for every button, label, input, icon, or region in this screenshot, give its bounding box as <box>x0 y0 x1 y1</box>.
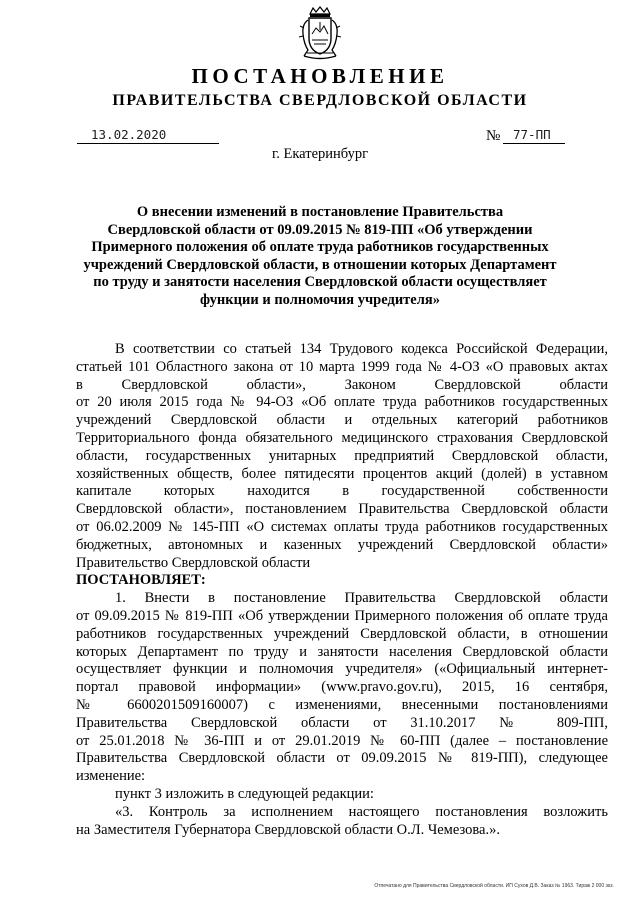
body-line: бюджетных, автономных и казенных учреждений Свердловской области» <box>76 536 608 553</box>
body-line: которых Департамент по труду и занятости населения Свердловской области <box>76 643 608 660</box>
body-line: портал правовой информации» (www.pravo.gov.ru), 2015, 16 сентября, <box>76 679 608 696</box>
body-line: статьей 101 Областного закона от 10 марта 1999 года № 4-ОЗ «О правовых актах <box>76 358 608 375</box>
body-line: пункт 3 изложить в следующей редакции: <box>115 785 374 802</box>
body-line: Правительство Свердловской области <box>76 554 311 571</box>
document-heading <box>60 204 580 310</box>
body-line: 1. Внести в постановление Правительства Свердловской области <box>115 590 608 607</box>
body-line: осуществляет функции и полномочия учредителя» («Официальный интернет- <box>76 661 608 678</box>
heading-line: учреждений Свердловской области, в отношении которых Департамент <box>83 256 557 273</box>
resolution-keyword: ПОСТАНОВЛЯЕТ: <box>76 572 206 589</box>
document-subtitle: ПРАВИТЕЛЬСТВА СВЕРДЛОВСКОЙ ОБЛАСТИ <box>112 92 528 109</box>
body-line: Правительства Свердловской области от 31.10.2017 № 809-ПП, <box>76 714 608 731</box>
body-line: хозяйственных обществ, более пятидесяти процентов акций (долей) в уставном <box>76 465 608 482</box>
heading-line: О внесении изменений в постановление Правительства <box>136 204 504 220</box>
body-line: от 06.02.2009 № 145-ПП «О системах оплаты труда работников государственных <box>76 518 608 535</box>
document-title: ПОСТАНОВЛЕНИЕ <box>191 64 449 88</box>
number-label: № <box>486 128 501 144</box>
number-field <box>503 127 565 144</box>
document-date: 13.02.2020 <box>91 127 167 142</box>
body-line: работников государственных учреждений Свердловской области, в отношении <box>76 625 608 642</box>
body-line: области, государственных унитарных предприятий Свердловской области, <box>76 447 608 464</box>
heading-line: функции и полномочия учредителя» <box>200 291 440 308</box>
body-line: № 6600201509160007) с изменениями, внесенными постановлениями <box>76 696 608 713</box>
body-line: Свердловской области», постановлением Правительства Свердловской области <box>76 501 608 518</box>
document-number: 77-ПП <box>513 127 551 142</box>
body-line: Территориального фонда обязательного медицинского страхования Свердловской <box>76 429 608 446</box>
coat-of-arms-emblem <box>298 6 342 60</box>
body-line: «3. Контроль за исполнением настоящего постановления возложить <box>115 803 608 820</box>
body-line: капитале которых находится в государственной собственности <box>76 483 608 500</box>
body-line: В соответствии со статьей 134 Трудового кодекса Российской Федерации, <box>115 341 608 357</box>
body-line: Правительства Свердловской области от 09.09.2015 № 819-ПП), следующее <box>76 750 608 767</box>
city-label: г. Екатеринбург <box>271 146 369 162</box>
body-line: от 09.09.2015 № 819-ПП «Об утверждении Примерного положения об оплате труда <box>76 607 608 624</box>
print-footer: Отпечатано для Правительства Свердловской области. ИП Сухов Д.В. Заказ № 1963. Тираж 2 000 экз. <box>374 883 614 889</box>
body-line: от 20 июля 2015 года № 94-ОЗ «Об оплате труда работников государственных <box>76 394 608 411</box>
body-line: на Заместителя Губернатора Свердловской области О.Л. Чемезова.». <box>76 821 500 838</box>
body-line: изменение: <box>76 768 146 785</box>
body-line: учреждений Свердловской области и отдельных категорий работников <box>76 412 608 429</box>
body-line: от 25.01.2018 № 36-ПП и от 29.01.2019 № 60-ПП (далее – постановление <box>76 732 608 749</box>
heading-line: по труду и занятости населения Свердловской области осуществляет <box>93 274 547 291</box>
heading-line: Свердловской области от 09.09.2015 № 819-ПП «Об утверждении <box>107 221 533 238</box>
document-body <box>76 341 608 839</box>
body-line: в Свердловской области», Законом Свердловской области <box>76 376 608 393</box>
date-field <box>77 127 219 144</box>
heading-line: Примерного положения об оплате труда работников государственных <box>91 239 549 256</box>
